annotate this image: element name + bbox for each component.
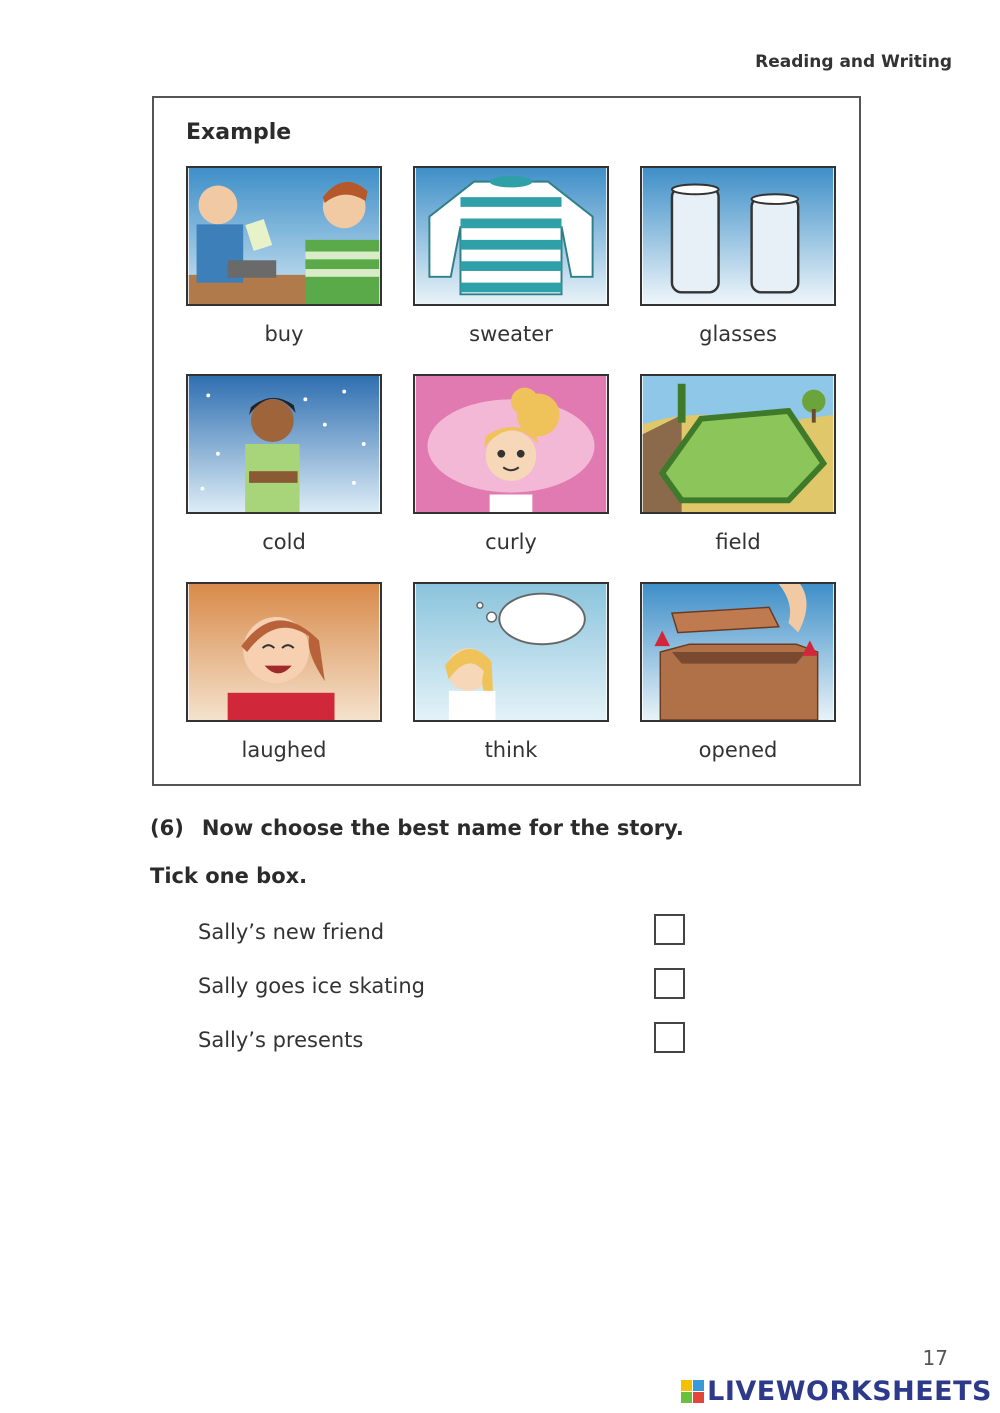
section-header: Reading and Writing — [755, 52, 952, 72]
option-row — [198, 1026, 698, 1062]
shopkeeper-and-boy-picture — [186, 166, 382, 306]
example-word: curly — [485, 530, 537, 554]
example-item-buy — [186, 166, 382, 346]
example-word: cold — [262, 530, 306, 554]
instruction: Tick one box. — [150, 864, 308, 888]
example-item-laughed — [186, 582, 382, 762]
tick-box[interactable] — [654, 968, 685, 999]
striped-sweater-picture — [413, 166, 609, 306]
green-field-picture — [640, 374, 836, 514]
shivering-girl-picture — [186, 374, 382, 514]
example-item-field — [640, 374, 836, 554]
laughing-girl-picture — [186, 582, 382, 722]
question-text: Now choose the best name for the story. — [201, 816, 684, 840]
example-word: opened — [698, 738, 778, 762]
option-row — [198, 918, 698, 954]
example-word: glasses — [699, 322, 777, 346]
brand-name: LIVEWORKSHEETS — [707, 1376, 992, 1407]
brand-logo[interactable] — [681, 1376, 992, 1407]
example-word: think — [484, 738, 538, 762]
question-number: (6) — [150, 816, 184, 840]
example-item-sweater — [413, 166, 609, 346]
example-box — [152, 96, 861, 786]
example-item-cold — [186, 374, 382, 554]
example-word: laughed — [241, 738, 327, 762]
example-item-glasses — [640, 166, 836, 346]
opening-box-picture — [640, 582, 836, 722]
example-word: buy — [264, 322, 304, 346]
liveworksheets-icon — [681, 1380, 704, 1403]
tick-box[interactable] — [654, 1022, 685, 1053]
curly-hair-girl-picture — [413, 374, 609, 514]
example-item-think — [413, 582, 609, 762]
example-word: field — [715, 530, 761, 554]
thinking-girl-picture — [413, 582, 609, 722]
page-number: 17 — [922, 1346, 948, 1370]
question — [150, 816, 684, 840]
example-word: sweater — [469, 322, 553, 346]
example-item-opened — [640, 582, 836, 762]
option-label: Sally goes ice skating — [198, 974, 425, 998]
option-label: Sally’s new friend — [198, 920, 385, 944]
two-glasses-picture — [640, 166, 836, 306]
example-item-curly — [413, 374, 609, 554]
tick-box[interactable] — [654, 914, 685, 945]
option-row — [198, 972, 698, 1008]
example-title: Example — [186, 120, 292, 145]
option-label: Sally’s presents — [198, 1028, 364, 1052]
